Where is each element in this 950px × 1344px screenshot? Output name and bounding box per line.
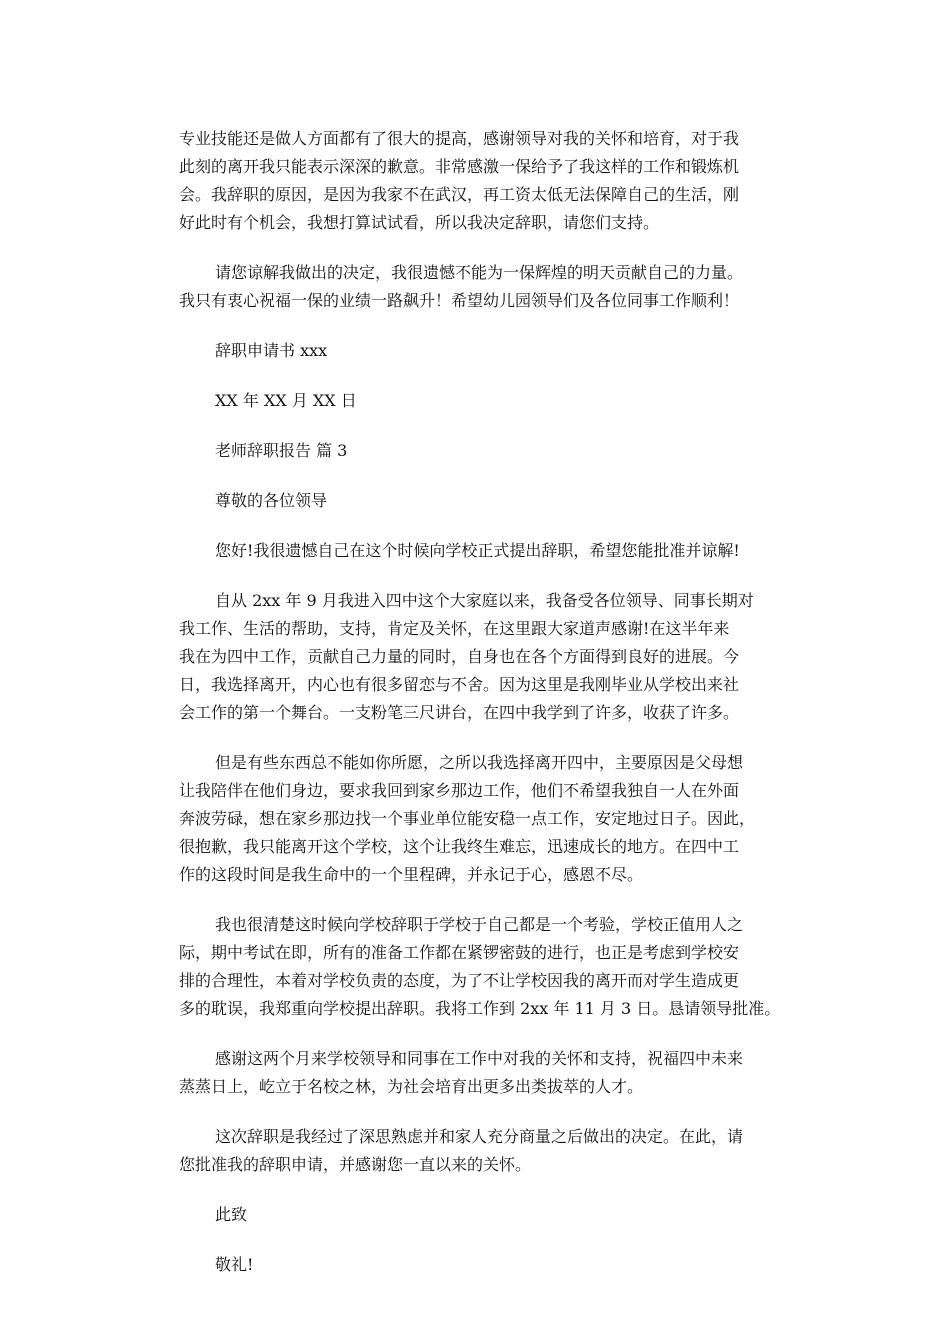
text-line: 您批准我的辞职申请，并感谢您一直以来的关怀。 bbox=[179, 1155, 532, 1174]
text-line: 老师辞职报告 篇 3 bbox=[215, 441, 348, 460]
text-line: 我工作、生活的帮助，支持，肯定及关怀，在这里跟大家道声感谢!在这半年来 bbox=[179, 619, 730, 638]
text-line: 奔波劳碌，想在家乡那边找一个事业单位能安稳一点工作，安定地过日子。因此， bbox=[179, 809, 756, 828]
paragraph bbox=[179, 1251, 779, 1279]
paragraph bbox=[179, 487, 779, 515]
paragraph bbox=[179, 1201, 779, 1229]
text-line: 作的这段时间是我生命中的一个里程碑，并永记于心，感恩不尽。 bbox=[179, 865, 644, 884]
text-line: 此刻的离开我只能表示深深的歉意。非常感激一保给予了我这样的工作和锻炼机 bbox=[179, 157, 740, 176]
text-line: 我只有衷心祝福一保的业绩一路飙升！希望幼儿园领导们及各位同事工作顺利！ bbox=[179, 291, 740, 310]
paragraph bbox=[179, 911, 779, 1023]
paragraph bbox=[179, 387, 779, 415]
text-line: 此致 bbox=[215, 1205, 248, 1224]
text-line: 好此时有个机会，我想打算试试看，所以我决定辞职，请您们支持。 bbox=[179, 213, 660, 232]
text-line: 排的合理性，本着对学校负责的态度，为了不让学校因我的离开而对学生造成更 bbox=[179, 971, 740, 990]
text-line: 专业技能还是做人方面都有了很大的提高，感谢领导对我的关怀和培育，对于我 bbox=[179, 129, 740, 148]
text-line: 让我陪伴在他们身边，要求我回到家乡那边工作，他们不希望我独自一人在外面 bbox=[179, 781, 740, 800]
paragraph bbox=[179, 749, 779, 889]
paragraph bbox=[179, 437, 779, 465]
text-line: 蒸蒸日上，屹立于名校之林，为社会培育出更多出类拔萃的人才。 bbox=[179, 1077, 644, 1096]
text-line: 际，期中考试在即，所有的准备工作都在紧锣密鼓的进行，也正是考虑到学校安 bbox=[179, 943, 740, 962]
document-body bbox=[179, 125, 779, 1301]
paragraph bbox=[179, 1123, 779, 1179]
text-line: 请您谅解我做出的决定，我很遗憾不能为一保辉煌的明天贡献自己的力量。 bbox=[215, 263, 744, 282]
text-line: 自从 2xx 年 9 月我进入四中这个大家庭以来，我备受各位领导、同事长期对 bbox=[215, 591, 754, 610]
text-line: 敬礼! bbox=[215, 1255, 254, 1274]
text-line: 但是有些东西总不能如你所愿，之所以我选择离开四中，主要原因是父母想 bbox=[215, 753, 744, 772]
text-line: 感谢这两个月来学校领导和同事在工作中对我的关怀和支持，祝福四中未来 bbox=[215, 1049, 744, 1068]
paragraph bbox=[179, 125, 779, 237]
text-line: 日，我选择离开，内心也有很多留恋与不舍。因为这里是我刚毕业从学校出来社 bbox=[179, 675, 740, 694]
paragraph bbox=[179, 1045, 779, 1101]
paragraph bbox=[179, 537, 779, 565]
paragraph bbox=[179, 337, 779, 365]
text-line: 辞职申请书 xxx bbox=[215, 341, 328, 360]
text-line: 会工作的第一个舞台。一支粉笔三尺讲台，在四中我学到了许多，收获了许多。 bbox=[179, 703, 740, 722]
text-line: XX 年 XX 月 XX 日 bbox=[215, 391, 357, 410]
paragraph bbox=[179, 587, 779, 727]
paragraph bbox=[179, 259, 779, 315]
text-line: 这次辞职是我经过了深思熟虑并和家人充分商量之后做出的决定。在此，请 bbox=[215, 1127, 744, 1146]
text-line: 我在为四中工作，贡献自己力量的同时，自身也在各个方面得到良好的进展。今 bbox=[179, 647, 740, 666]
text-line: 尊敬的各位领导 bbox=[215, 491, 328, 510]
text-line: 我也很清楚这时候向学校辞职于学校于自己都是一个考验，学校正值用人之 bbox=[215, 915, 744, 934]
text-line: 会。我辞职的原因，是因为我家不在武汉，再工资太低无法保障自己的生活，刚 bbox=[179, 185, 740, 204]
text-line: 您好!我很遗憾自己在这个时候向学校正式提出辞职，希望您能批准并谅解! bbox=[215, 541, 740, 560]
text-line: 很抱歉，我只能离开这个学校，这个让我终生难忘，迅速成长的地方。在四中工 bbox=[179, 837, 740, 856]
text-line: 多的耽误，我郑重向学校提出辞职。我将工作到 2xx 年 11 月 3 日。恳请领导批准。 bbox=[179, 999, 781, 1018]
